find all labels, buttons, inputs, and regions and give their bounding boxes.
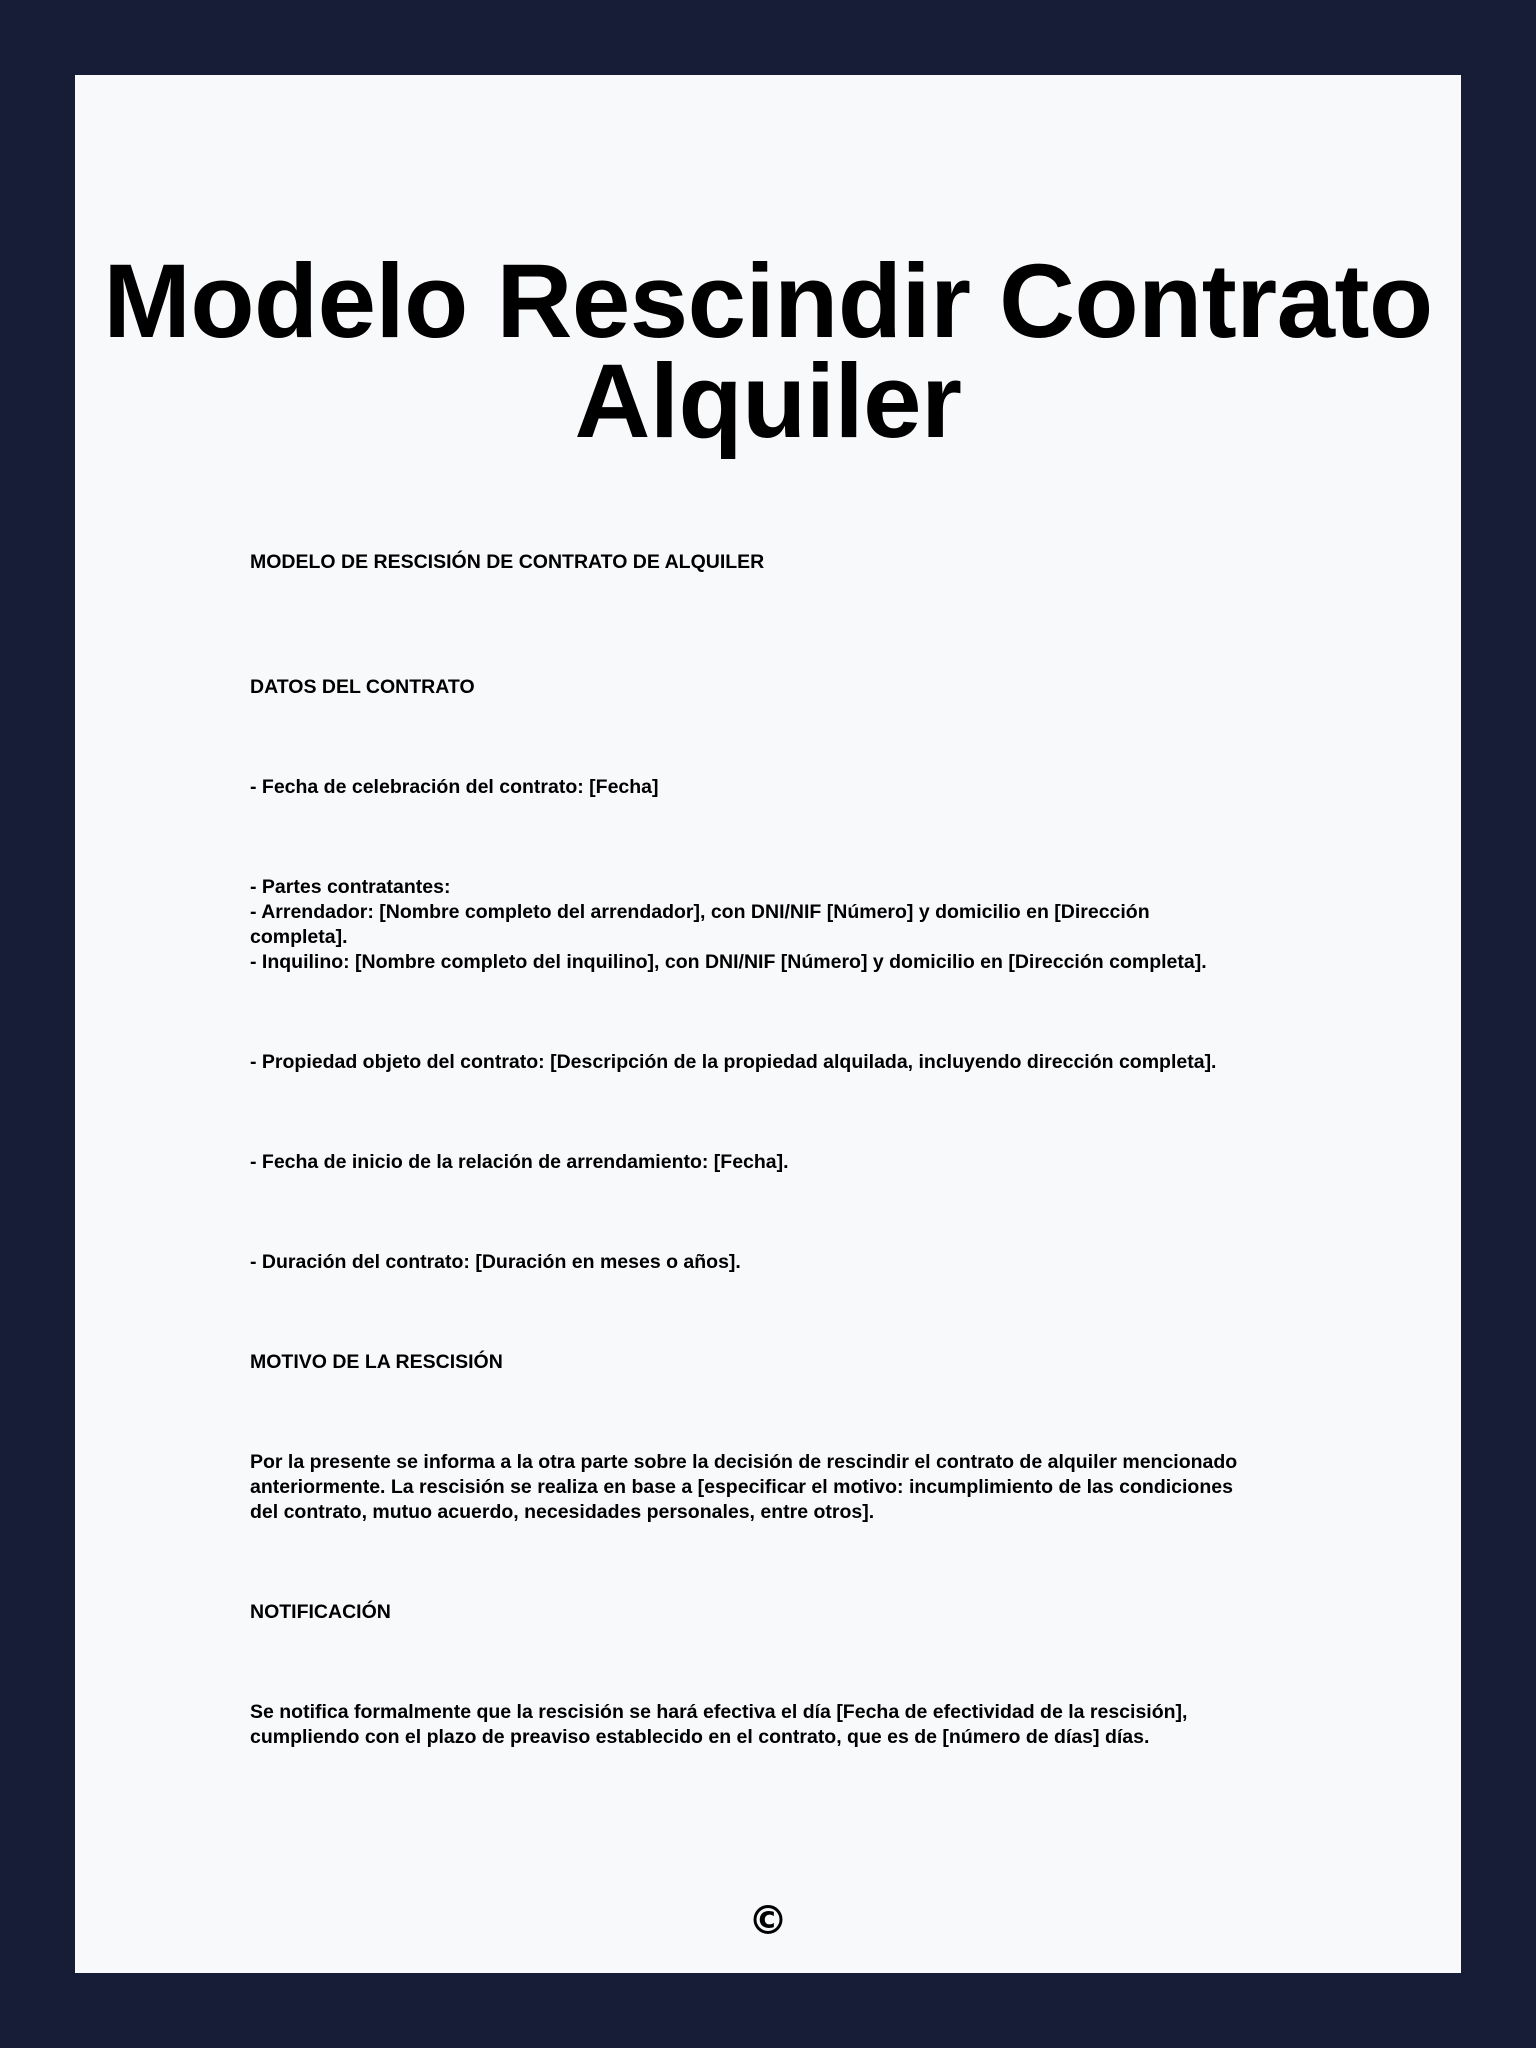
notificacion-paragraph <box>250 1700 1290 1750</box>
copyright-symbol: © <box>748 1898 788 1944</box>
notificacion-line-1: Se notifica formalmente que la rescisión se hará efectiva el día [Fecha de efectividad de la rescisión], <box>250 1701 1188 1723</box>
fecha-celebracion-line: - Fecha de celebración del contrato: [Fecha] <box>250 776 659 798</box>
section-heading-notificacion: NOTIFICACIÓN <box>250 1601 391 1623</box>
section-heading-datos: DATOS DEL CONTRATO <box>250 676 475 698</box>
arrendador-line-2: completa]. <box>250 926 348 948</box>
document-page <box>75 75 1461 1973</box>
fecha-inicio-line: - Fecha de inicio de la relación de arrendamiento: [Fecha]. <box>250 1151 789 1173</box>
arrendador-line-1: - Arrendador: [Nombre completo del arrendador], con DNI/NIF [Número] y domicilio en [Dirección <box>250 901 1150 923</box>
section-heading-motivo: MOTIVO DE LA RESCISIÓN <box>250 1351 503 1373</box>
motivo-line-3: del contrato, mutuo acuerdo, necesidades personales, entre otros]. <box>250 1501 875 1523</box>
duracion-line: - Duración del contrato: [Duración en meses o años]. <box>250 1251 741 1273</box>
propiedad-line: - Propiedad objeto del contrato: [Descripción de la propiedad alquilada, incluyendo dirección completa]. <box>250 1051 1217 1073</box>
notificacion-line-2: cumpliendo con el plazo de preaviso establecido en el contrato, que es de [número de días] días. <box>250 1726 1150 1748</box>
motivo-line-2: anteriormente. La rescisión se realiza en base a [especificar el motivo: incumplimiento de las condiciones <box>250 1476 1233 1498</box>
motivo-paragraph <box>250 1450 1290 1525</box>
document-title: Modelo Rescindir Contrato Alquiler <box>103 243 1433 460</box>
partes-block <box>250 875 1290 975</box>
partes-label: - Partes contratantes: <box>250 876 451 898</box>
inquilino-line: - Inquilino: [Nombre completo del inquilino], con DNI/NIF [Número] y domicilio en [Dirección completa]. <box>250 951 1207 973</box>
motivo-line-1: Por la presente se informa a la otra parte sobre la decisión de rescindir el contrato de alquiler mencionado <box>250 1451 1238 1473</box>
main-heading: MODELO DE RESCISIÓN DE CONTRATO DE ALQUILER <box>250 551 765 573</box>
